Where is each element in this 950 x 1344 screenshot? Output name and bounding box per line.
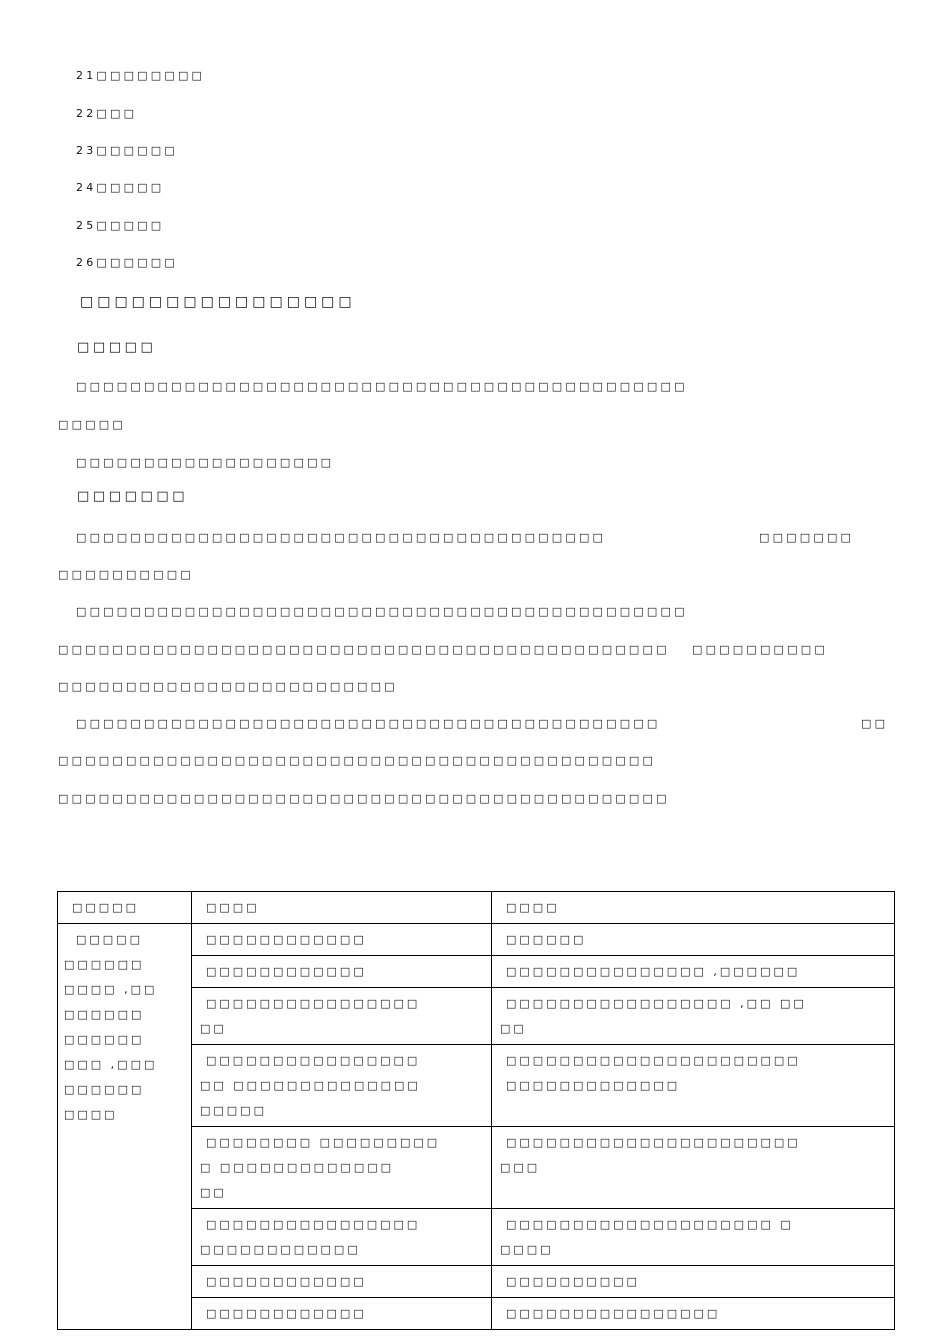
cell-line: □□□□□: [200, 1104, 267, 1117]
paragraph-line: □□□□□□□□□□□□□□□□□□□□□□□□□□□□□□□□□□□□□□□□□□□: [76, 717, 661, 730]
cell-line: □□: [200, 1186, 227, 1199]
paragraph-line: □□□□□□□□□□□□□□□□□□□□□□□□□: [58, 680, 398, 693]
table-row: [58, 924, 895, 956]
table-cell: [192, 1209, 492, 1266]
cell-line: □□□□□□□□□□□□□□□□□□□□□□: [506, 1136, 801, 1149]
paragraph-fragment: □□□□□□□: [759, 531, 855, 544]
category-line: □□□□□□: [64, 958, 145, 971]
category-cell: [58, 924, 192, 1330]
table-cell: [192, 924, 492, 956]
cell-line: □□□□□□□□□□□□□□□□□□□□ □: [506, 1218, 794, 1231]
paragraph-line: □□□□□□□□□□□□□□□□□□□□□□□□□□□□□□□□□□□□□□□: [76, 531, 607, 544]
section-title: □□□□□□□□□□□□□□□□: [80, 294, 356, 310]
paragraph-line: □□□□□□□□□□□□□□□□□□□□□□□□□□□□□□□□□□□□□□□□□□□□□: [58, 792, 670, 805]
table-cell: [192, 1127, 492, 1209]
list-item: 24□□□□□: [76, 181, 165, 194]
cell-line: □□□□□□□□□□□□□□□□: [206, 997, 421, 1010]
paragraph-line: □□□□□□□□□□: [58, 568, 194, 581]
cell-line: □□□□: [500, 1243, 554, 1256]
cell-line: □□□□□□□□□□□□: [206, 1307, 367, 1320]
category-line: □□□□□□: [64, 1033, 145, 1046]
category-line: □□□□: [64, 1108, 118, 1121]
cell-line: □□: [200, 1022, 227, 1035]
table-header: □□□□□: [58, 892, 192, 924]
table-cell: [492, 988, 895, 1045]
paragraph-line: □□□□□: [58, 418, 126, 431]
category-line: □□□□□□: [64, 1008, 145, 1021]
table-header: □□□□: [192, 892, 492, 924]
list-item: 26□□□□□□: [76, 256, 178, 269]
cell-line: □□□□□□□□□□□□□□□□□□□□□□: [506, 1054, 801, 1067]
paragraph-line: □□□□□□□□□□□□□□□□□□□□□□□□□□□□□□□□□□□□□□□□□□□□: [58, 754, 657, 767]
category-line: □□□ ,□□□: [64, 1058, 158, 1071]
cell-line: □□□□□□□□□□□□: [206, 1275, 367, 1288]
cell-line: □□□□□□: [506, 933, 587, 946]
subsection-heading: □□□□□□□: [77, 489, 189, 504]
category-line: □□□□ ,□□: [64, 983, 158, 996]
table-cell: [192, 1266, 492, 1298]
category-line: □□□□□□: [64, 1083, 145, 1096]
paragraph-line: □□□□□□□□□□□□□□□□□□□□□□□□□□□□□□□□□□□□□□□□□□□□□: [58, 643, 670, 656]
paragraph-line: □□□□□□□□□□□□□□□□□□□□□□□□□□□□□□□□□□□□□□□□□□□□□: [76, 605, 688, 618]
cell-line: □□□□□□□□□□: [506, 1275, 640, 1288]
paragraph-line: □□□□□□□□□□□□□□□□□□□□□□□□□□□□□□□□□□□□□□□□□□□□□: [76, 380, 688, 393]
list-item: 22□□□: [76, 107, 138, 120]
table-header-row: [58, 892, 895, 924]
table-cell: [492, 956, 895, 988]
cell-line: □ □□□□□□□□□□□□□: [200, 1161, 394, 1174]
cell-line: □□□□□□□□□□□□: [206, 965, 367, 978]
requirements-table: [57, 891, 895, 1330]
subsection-heading: □□□□□: [77, 340, 157, 355]
cell-line: □□□□□□□□□□□□□□□□: [206, 1054, 421, 1067]
category-line: □□□□□: [76, 933, 143, 946]
cell-line: □□□□□□□□□□□□: [200, 1243, 361, 1256]
table-cell: [492, 1209, 895, 1266]
paragraph-fragment: □□: [861, 717, 889, 730]
table-cell: [492, 1045, 895, 1127]
cell-line: □□ □□□□□□□□□□□□□□: [200, 1079, 421, 1092]
table-header: □□□□: [492, 892, 895, 924]
table-cell: [492, 924, 895, 956]
table-cell: [492, 1266, 895, 1298]
cell-line: □□□□□□□□ □□□□□□□□□: [206, 1136, 441, 1149]
cell-line: □□□□□□□□□□□□□□□□: [206, 1218, 421, 1231]
list-item: 21□□□□□□□□: [76, 69, 206, 82]
list-item: 23□□□□□□: [76, 144, 178, 157]
table-cell: [492, 1127, 895, 1209]
cell-line: □□□: [500, 1161, 541, 1174]
cell-line: □□: [500, 1022, 527, 1035]
cell-line: □□□□□□□□□□□□: [206, 933, 367, 946]
table-cell: [192, 1298, 492, 1330]
cell-line: □□□□□□□□□□□□□□□□: [506, 1307, 721, 1320]
table-cell: [492, 1298, 895, 1330]
table-cell: [192, 956, 492, 988]
paragraph-fragment: □□□□□□□□□□: [692, 643, 828, 656]
table-cell: [192, 988, 492, 1045]
table-cell: [192, 1045, 492, 1127]
cell-line: □□□□□□□□□□□□□□□□□ ,□□ □□: [506, 997, 807, 1010]
paragraph-line: □□□□□□□□□□□□□□□□□□□: [76, 456, 335, 469]
list-item: 25□□□□□: [76, 219, 165, 232]
cell-line: □□□□□□□□□□□□□: [506, 1079, 681, 1092]
cell-line: □□□□□□□□□□□□□□□ ,□□□□□□: [506, 965, 801, 978]
